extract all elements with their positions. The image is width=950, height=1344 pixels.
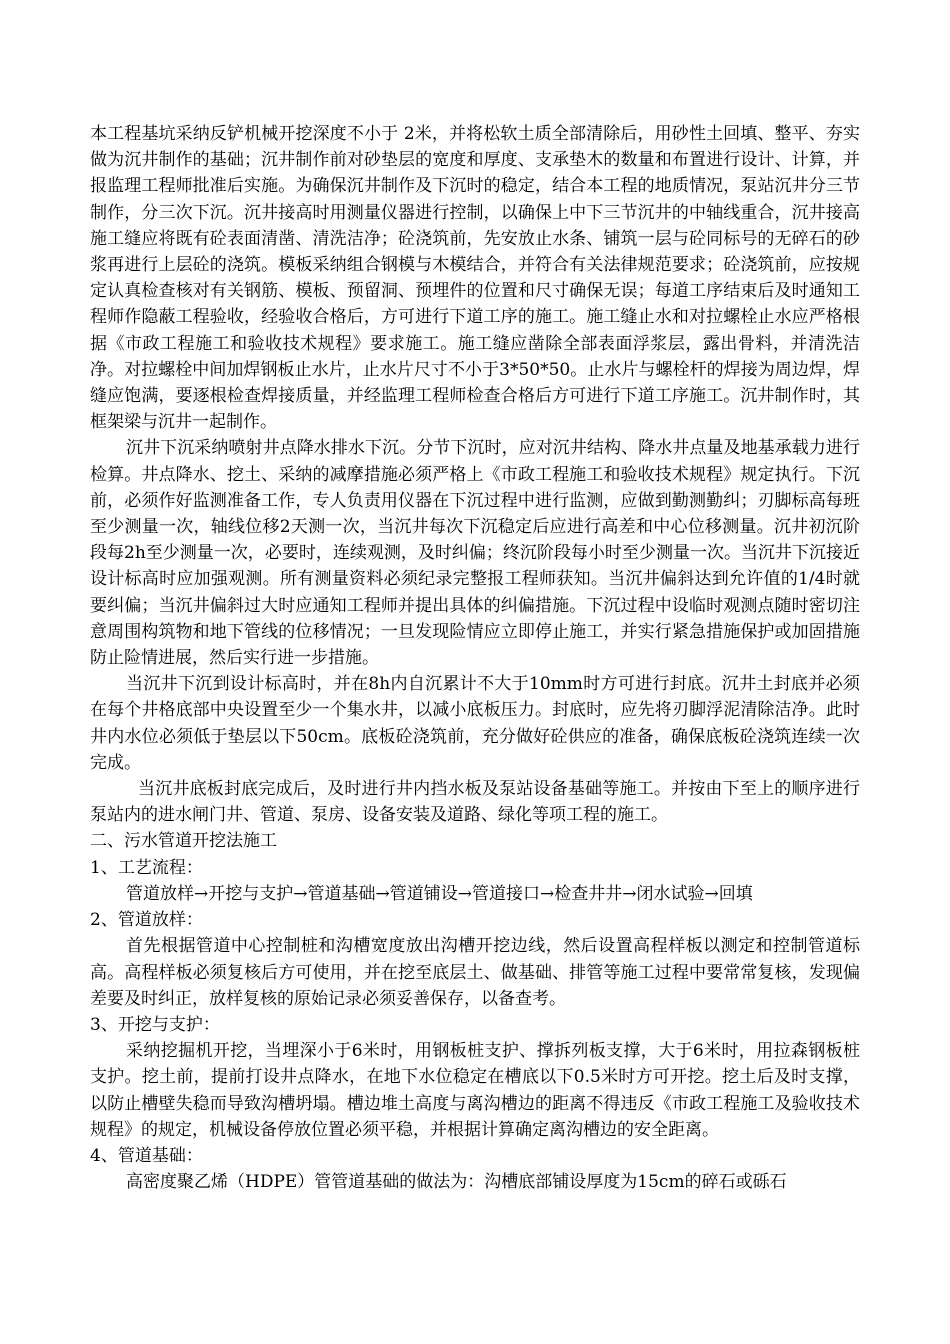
paragraph-caisson-sinking: 沉井下沉采纳喷射井点降水排水下沉。分节下沉时，应对沉井结构、降水井点量及地基承载力进行检算。井点降水、挖土、采纳的减摩措施必须严格上《市政工程施工和验收技术规程》规定执行。下沉前，必须作好监测准备工作，专人负责用仪器在下沉过程中进行监测，应做到勤测勤纠；刃脚标高每班至少测量一次，轴线位移2天测一次，当沉井每次下沉稳定后应进行高差和中心位移测量。沉井初沉阶段每2h至少测量一次，必要时，连续观测，及时纠偏；终沉阶段每小时至少测量一次。当沉井下沉接近设计标高时应加强观测。所有测量资料必须纪录完整报工程师获知。当沉井偏斜达到允许值的1/4时就要纠偏；当沉井偏斜过大时应通知工程师并提出具体的纠偏措施。下沉过程中设临时观测点随时密切注意周围构筑物和地下管线的位移情况；一旦发现险情应立即停止施工，并实行紧急措施保护或加固措施防止险情进展，然后实行进一步措施。: [90, 438, 860, 669]
subheading-pipe-layout: 2、管道放样：: [90, 910, 203, 931]
paragraph-pipe-layout: 首先根据管道中心控制桩和沟槽宽度放出沟槽开挖边线，然后设置高程样板以测定和控制管道标高。高程样板必须复核后方可使用，并在挖至底层土、做基础、排管等施工过程中要常常复核，发现偏差要及时纠正，放样复核的原始记录必须妥善保存，以备查考。: [90, 936, 860, 1009]
paragraph-caisson-fabrication: 本工程基坑采纳反铲机械开挖深度不小于 2米，并将松软土质全部清除后，用砂性土回填、整平、夯实做为沉井制作的基础；沉井制作前对砂垫层的宽度和厚度、支承垫木的数量和布置进行设计、计算，并报监理工程师批准后实施。为确保沉井制作及下沉时的稳定，结合本工程的地质情况，泵站沉井分三节制作，分三次下沉。沉井接高时用测量仪器进行控制，以确保上中下三节沉井的中轴线重合，沉井接高施工缝应将既有砼表面清凿、清洗洁净；砼浇筑前，先安放止水条、铺筑一层与砼同标号的无碎石的砂浆再进行上层砼的浇筑。模板采纳组合钢模与木模结合，并符合有关法律规范要求；砼浇筑前，应按规定认真检查核对有关钢筋、模板、预留洞、预埋件的位置和尺寸确保无误；每道工序结束后及时通知工程师作隐蔽工程验收，经验收合格后，方可进行下道工序的施工。施工缝止水和对拉螺栓止水应严格根据《市政工程施工和验收技术规程》要求施工。施工缝应凿除全部表面浮浆层，露出骨料，并清洗洁净。对拉螺栓中间加焊钢板止水片，止水片尺寸不小于3*50*50。止水片与螺栓杆的焊接为周边焊，焊缝应饱满，要逐根检查焊接质量，并经监理工程师检查合格后方可进行下道工序施工。沉井制作时，其框架梁与沉井一起制作。: [90, 124, 860, 433]
paragraph-excavation-support: 采纳挖掘机开挖，当埋深小于6米时，用钢板桩支护、撑拆列板支撑，大于6米时，用拉森钢板桩支护。挖土前，提前打设井点降水，在地下水位稳定在槽底以下0.5米时方可开挖。挖土后及时支撑，以防止槽壁失稳而导致沟槽坍塌。槽边堆土高度与离沟槽边的距离不得违反《市政工程施工及验收技术规程》的规定，机械设备停放位置必须平稳，并根据计算确定离沟槽边的安全距离。: [90, 1041, 860, 1140]
subheading-process-flow: 1、工艺流程：: [90, 857, 203, 878]
paragraph-process-flow: 管道放样→开挖与支护→管道基础→管道铺设→管道接口→检查井井→闭水试验→回填: [126, 883, 753, 904]
paragraph-caisson-sealing: 当沉井下沉到设计标高时，并在8h内自沉累计不大于10mm时方可进行封底。沉井土封底并必须在每个井格底部中央设置至少一个集水井，以减小底板压力。封底时，应先将刃脚浮泥清除洁净。此时井内水位必须低于垫层以下50cm。底板砼浇筑前，充分做好砼供应的准备，确保底板砼浇筑连续一次完成。: [90, 674, 860, 773]
document-body: [90, 121, 860, 1195]
section-heading-sewer-pipe-excavation: 二、污水管道开挖法施工: [90, 831, 277, 852]
subheading-excavation-support: 3、开挖与支护：: [90, 1014, 220, 1035]
paragraph-pump-station-construction: 当沉井底板封底完成后，及时进行井内挡水板及泵站设备基础等施工。并按由下至上的顺序进行泵站内的进水闸门井、管道、泵房、设备安装及道路、绿化等项工程的施工。: [90, 779, 860, 826]
paragraph-pipe-foundation: 高密度聚乙烯（HDPE）管管道基础的做法为：沟槽底部铺设厚度为15cm的碎石或砾石: [126, 1172, 787, 1193]
subheading-pipe-foundation: 4、管道基础：: [90, 1145, 203, 1166]
